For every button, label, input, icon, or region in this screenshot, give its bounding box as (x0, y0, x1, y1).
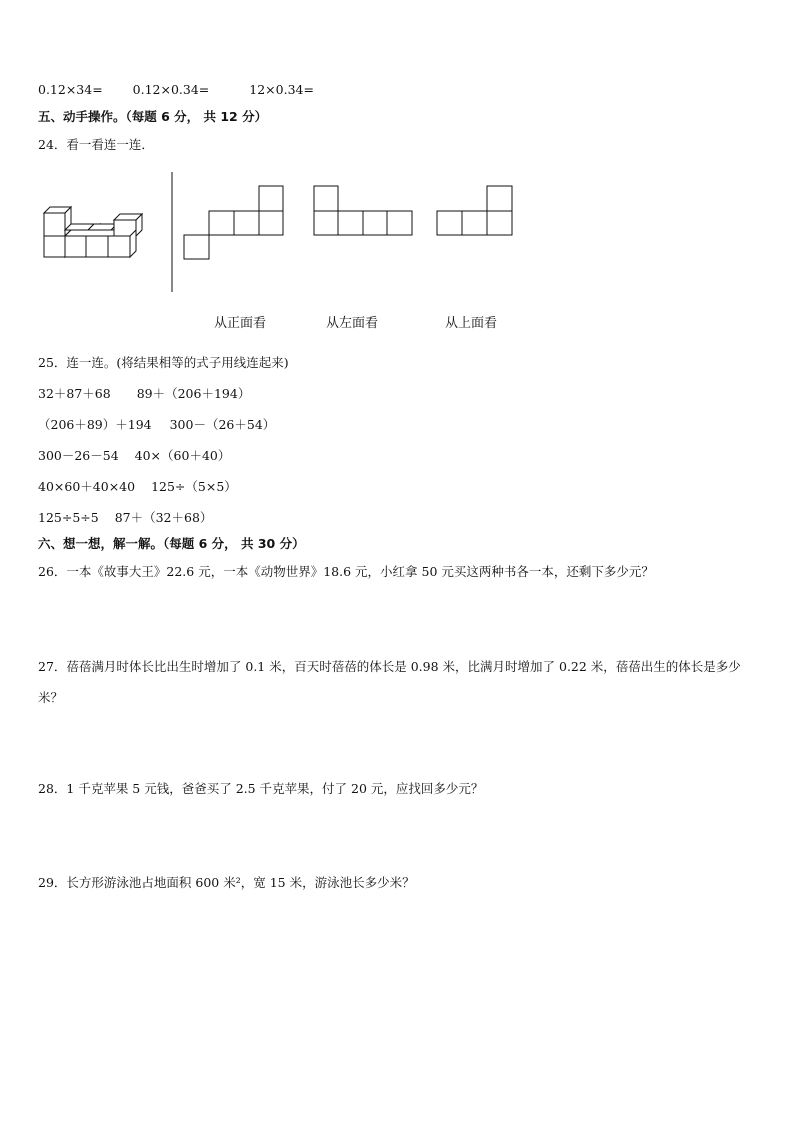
match-left: 32＋87＋68 (38, 386, 111, 401)
section-header: 六、想一想，解一解。（每题 6 分， 共 30 分） (38, 536, 305, 551)
section-header: 五、动手操作。（每题 6 分， 共 12 分） (38, 109, 268, 124)
calc-line (38, 82, 314, 98)
question-27: 27．蓓蓓满月时体长比出生时增加了 0.1 米，百天时蓓蓓的体长是 0.98 米，比满月时增加了 0.22 米，蓓蓓出生的体长是多少米？ (38, 659, 741, 705)
view-label-front: 从正面看 (214, 316, 267, 331)
match-row (38, 510, 212, 526)
match-left: 125÷5÷5 (38, 510, 99, 525)
views-figure (38, 168, 518, 294)
question-26: 26．一本《故事大王》22.6 元，一本《动物世界》18.6 元，小红拿 50 元买这两种书各一本，还剩下多少元？ (38, 564, 654, 579)
cube-structure-icon (44, 207, 142, 257)
match-right: 87＋（32＋68） (114, 510, 213, 525)
match-right: 125÷（5×5） (151, 479, 237, 494)
view-shape-2 (314, 186, 412, 235)
calc-item: 0.12×34= (38, 82, 103, 97)
question-25: 25．连一连。(将结果相等的式子用线连起来) (38, 355, 289, 370)
match-row (38, 479, 237, 495)
match-row (38, 386, 250, 402)
view-label-left: 从左面看 (326, 316, 379, 331)
match-left: （206＋89）＋194 (38, 417, 152, 432)
question-29: 29．长方形游泳池占地面积 600 米²，宽 15 米，游泳池长多少米？ (38, 875, 415, 890)
match-left: 40×60＋40×40 (38, 479, 136, 494)
match-row (38, 417, 275, 433)
calc-item: 0.12×0.34= (132, 82, 210, 97)
view-shape-1 (184, 186, 283, 259)
calc-item: 12×0.34= (249, 82, 314, 97)
question-28: 28．1 千克苹果 5 元钱，爸爸买了 2.5 千克苹果，付了 20 元，应找回多少元？ (38, 781, 484, 796)
view-label-top: 从上面看 (445, 316, 498, 331)
match-right: 300－（26＋54） (169, 417, 276, 432)
match-right: 89＋（206＋194） (136, 386, 251, 401)
match-right: 40×（60＋40） (134, 448, 231, 463)
match-row (38, 448, 230, 464)
match-left: 300－26－54 (38, 448, 119, 463)
view-shape-3 (437, 186, 512, 235)
question-24: 24．看一看连一连． (38, 137, 154, 152)
